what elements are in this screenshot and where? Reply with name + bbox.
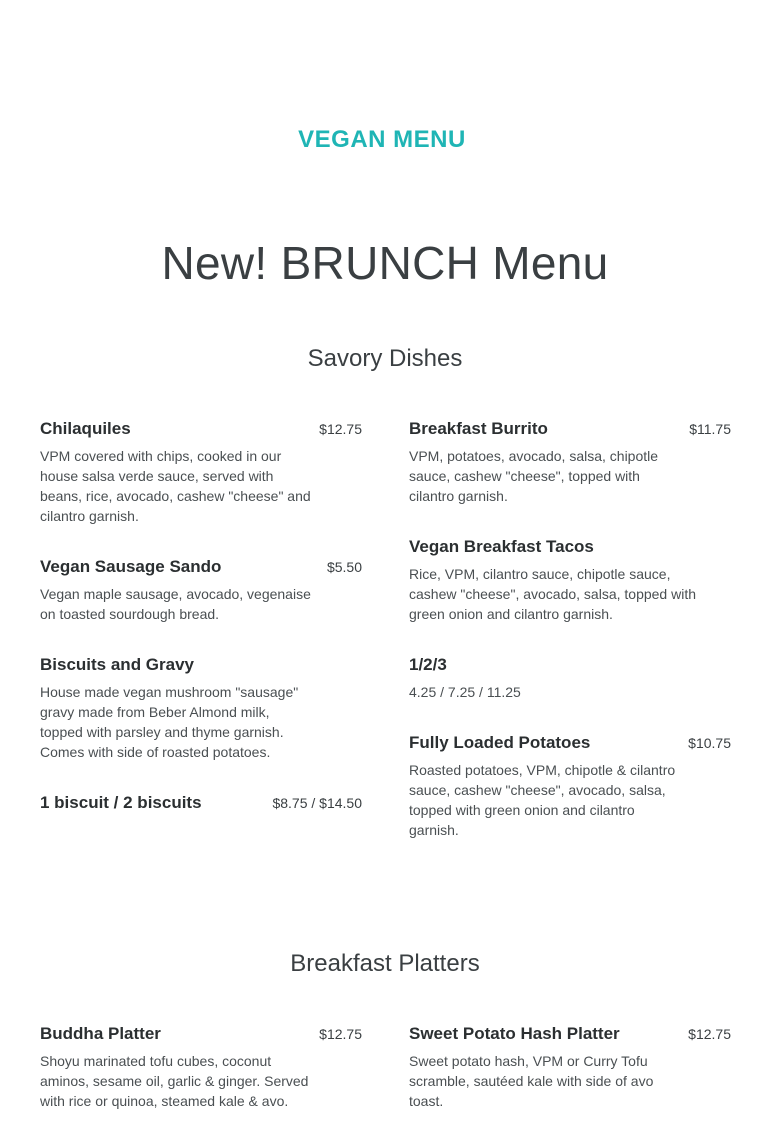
- item-name: 1 biscuit / 2 biscuits: [40, 793, 202, 812]
- item-description: Shoyu marinated tofu cubes, coconut aminos, sesame oil, garlic & ginger. Served with rice or quinoa, steamed kale & avo.: [40, 1053, 309, 1109]
- item-name: Chilaquiles: [40, 419, 131, 438]
- menu-item: [40, 419, 362, 526]
- item-description: House made vegan mushroom "sausage" gravy made from Beber Almond milk, topped with parsley and thyme garnish. Comes with side of roasted potatoes.: [40, 684, 299, 760]
- savory-left-column: [40, 419, 362, 813]
- item-name: Vegan Breakfast Tacos: [409, 537, 594, 556]
- item-description: Vegan maple sausage, avocado, vegenaise on toasted sourdough bread.: [40, 586, 311, 622]
- page-title: New! BRUNCH Menu: [161, 237, 609, 289]
- menu-item: [409, 537, 731, 624]
- item-name: Breakfast Burrito: [409, 419, 548, 438]
- menu-item: [40, 557, 362, 624]
- platters-right-column: [409, 1024, 731, 1111]
- item-description: Sweet potato hash, VPM or Curry Tofu scramble, sautéed kale with side of avo toast.: [409, 1053, 654, 1109]
- item-price: $11.75: [689, 421, 731, 437]
- item-name: Vegan Sausage Sando: [40, 557, 222, 576]
- section-title-platters: Breakfast Platters: [290, 950, 480, 977]
- menu-item: [409, 419, 731, 506]
- menu-item: [409, 733, 731, 840]
- item-price: $12.75: [319, 1026, 362, 1042]
- item-price: $10.75: [688, 735, 731, 751]
- item-price: $8.75 / $14.50: [272, 795, 362, 811]
- section-title-savory: Savory Dishes: [307, 345, 463, 372]
- item-description: Roasted potatoes, VPM, chipotle & cilantro sauce, cashew "cheese", avocado, salsa, topped with green onion and cilantro garnish.: [409, 762, 676, 838]
- item-description: VPM, potatoes, avocado, salsa, chipotle sauce, cashew "cheese", topped with cilantro garnish.: [409, 448, 659, 504]
- item-price: $12.75: [688, 1026, 731, 1042]
- item-price: $5.50: [326, 559, 362, 575]
- menu-item: [40, 655, 362, 762]
- platters-left-column: [40, 1024, 362, 1111]
- item-name: Buddha Platter: [40, 1024, 161, 1043]
- item-description: Rice, VPM, cilantro sauce, chipotle sauce, cashew "cheese", avocado, salsa, topped with green onion and cilantro garnish.: [409, 566, 696, 622]
- item-name: Sweet Potato Hash Platter: [409, 1024, 620, 1043]
- item-name: Biscuits and Gravy: [40, 655, 195, 674]
- menu-item: [40, 1024, 362, 1111]
- menu-item: [409, 655, 731, 702]
- menu-item: [409, 1024, 731, 1111]
- item-name: 1/2/3: [409, 655, 447, 674]
- item-price: $12.75: [319, 421, 362, 437]
- item-name: Fully Loaded Potatoes: [409, 733, 591, 752]
- item-description: 4.25 / 7.25 / 11.25: [409, 684, 521, 700]
- menu-item: [40, 793, 362, 813]
- brand-label: VEGAN MENU: [298, 126, 466, 153]
- item-description: VPM covered with chips, cooked in our house salsa verde sauce, served with beans, rice, avocado, cashew "cheese" and cilantro garnish.: [40, 448, 311, 524]
- savory-right-column: [409, 419, 731, 840]
